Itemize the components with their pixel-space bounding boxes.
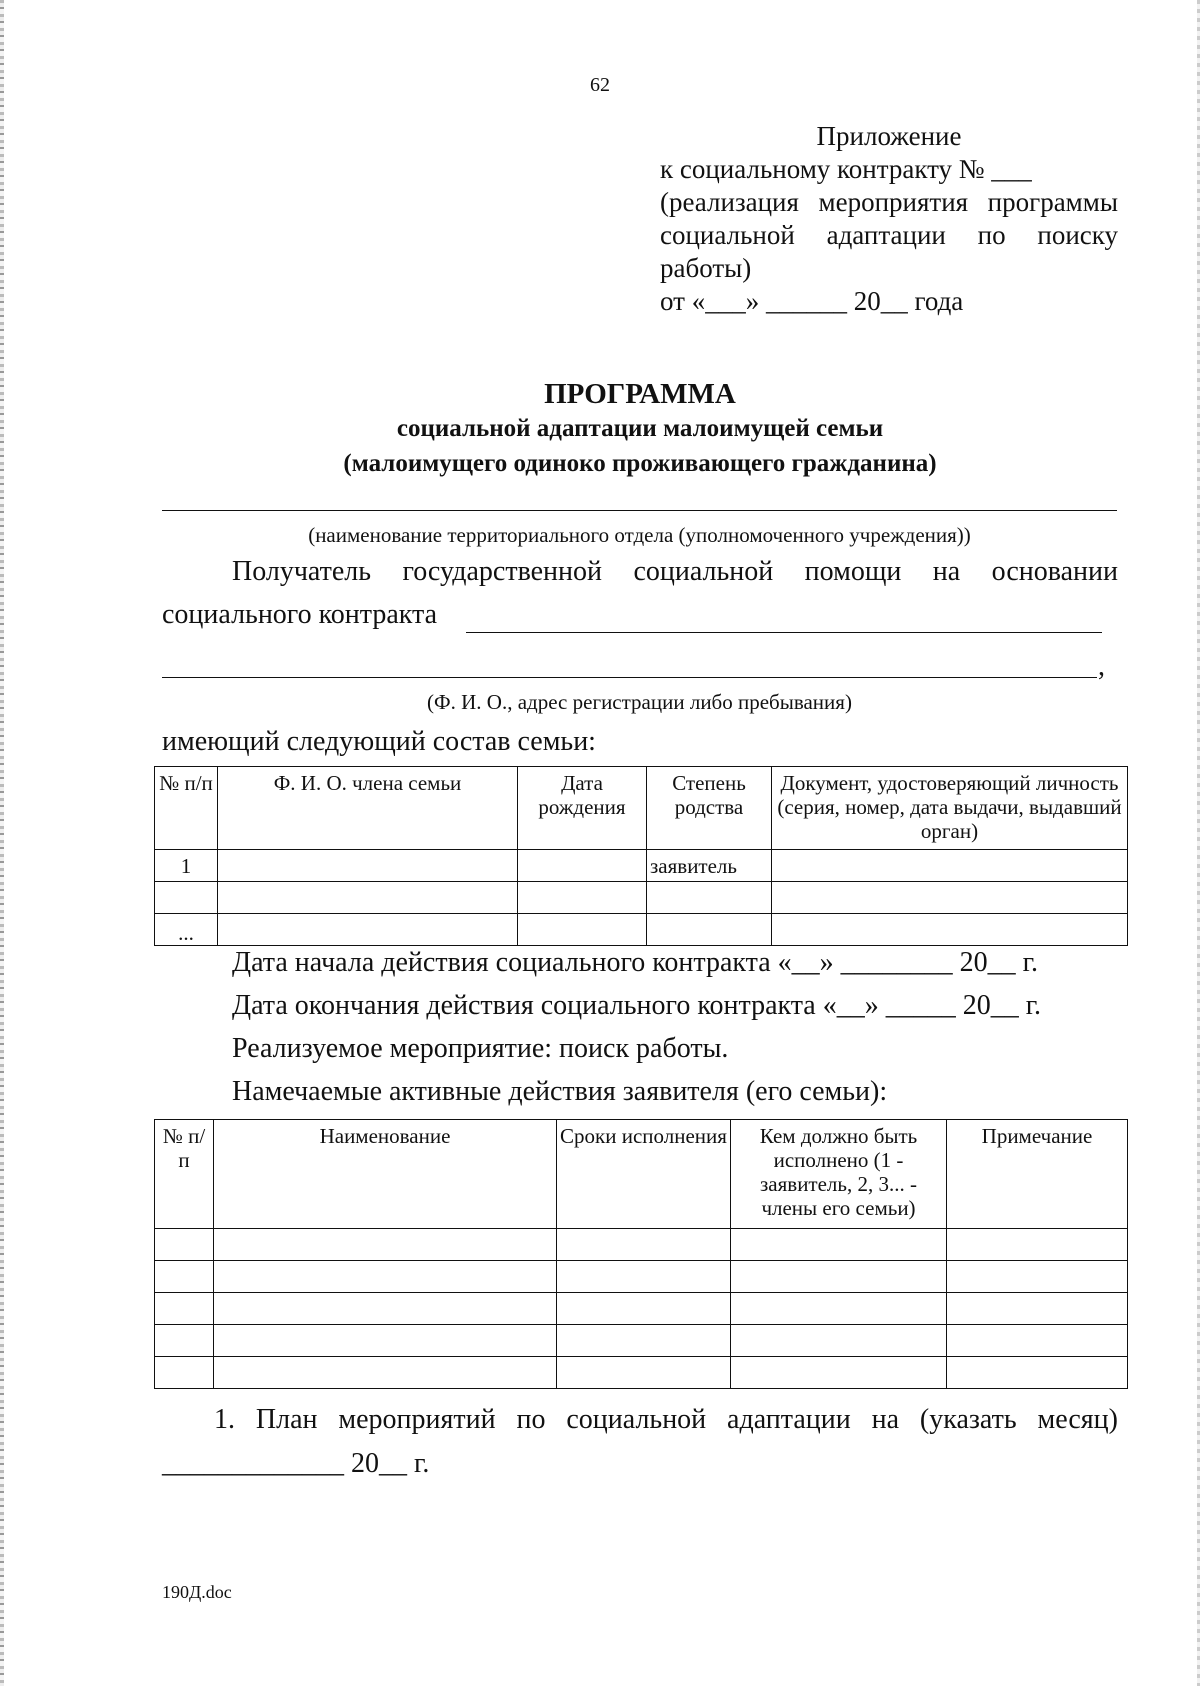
program-subtitle-1: социальной адаптации малоимущей семьи: [396, 415, 884, 442]
family-row-relation: [647, 882, 772, 914]
footer-filename: 190Д.doc: [162, 1582, 232, 1602]
family-row-num: ...: [155, 914, 218, 946]
family-header-dob: Дата рождения: [518, 767, 647, 850]
actions-header-terms: Сроки исполнения: [557, 1120, 731, 1229]
table-row: [155, 1325, 1128, 1357]
org-name-line: [162, 510, 1117, 511]
family-header-num: № п/п: [155, 767, 218, 850]
contract-activity: Реализуемое мероприятие: поиск работы.: [232, 1033, 729, 1064]
family-header-document: Документ, удостоверяющий личность (серия, номер, дата выдачи, выдавший орган): [772, 767, 1128, 850]
family-table-header: [155, 767, 1128, 850]
plan-line-2: _____________ 20__ г.: [162, 1448, 430, 1479]
family-row-fio: [218, 882, 518, 914]
family-row-num: 1: [155, 850, 218, 882]
actions-table-header: [155, 1120, 1128, 1229]
table-row: [155, 882, 1128, 914]
program-title: ПРОГРАММА: [544, 378, 736, 410]
appendix-line-3: (реализация мероприятия программы: [660, 187, 1118, 217]
table-row: [155, 1357, 1128, 1389]
family-table: [154, 766, 1128, 946]
contract-end-date: Дата окончания действия социального контракта «__» _____ 20__ г.: [232, 990, 1042, 1021]
appendix-line-2: к социальному контракту № ___: [660, 154, 1032, 184]
appendix-line-6: от «___» ______ 20__ года: [660, 286, 964, 316]
recipient-caption: (Ф. И. О., адрес регистрации либо пребывания): [427, 690, 852, 714]
actions-header-note: Примечание: [947, 1120, 1128, 1229]
table-row: [155, 1293, 1128, 1325]
family-intro: имеющий следующий состав семьи:: [162, 726, 596, 757]
family-header-fio: Ф. И. О. члена семьи: [218, 767, 518, 850]
appendix-line-1: Приложение: [816, 121, 962, 151]
table-row: [155, 1229, 1128, 1261]
actions-header-num: № п/п: [155, 1120, 214, 1229]
recipient-line-1: Получатель государственной социальной помощи на основании: [232, 556, 1118, 587]
recipient-line-2: социального контракта: [162, 599, 437, 630]
family-row-relation: [647, 914, 772, 946]
table-row: [155, 850, 1128, 882]
appendix-line-4: социальной адаптации по поиску: [660, 220, 1118, 250]
appendix-line-5: работы): [660, 253, 752, 283]
family-row-dob: [518, 850, 647, 882]
family-row-fio: [218, 914, 518, 946]
program-subtitle-2: (малоимущего одиноко проживающего гражданина): [343, 450, 937, 477]
family-row-document: [772, 914, 1128, 946]
family-row-fio: [218, 850, 518, 882]
actions-table: [154, 1119, 1128, 1389]
family-row-dob: [518, 882, 647, 914]
family-header-relation: Степень родства: [647, 767, 772, 850]
org-caption: (наименование территориального отдела (уполномоченного учреждения)): [308, 523, 971, 547]
table-row: [155, 914, 1128, 946]
recipient-fill-line-2: [162, 677, 1097, 678]
family-row-dob: [518, 914, 647, 946]
family-row-num: [155, 882, 218, 914]
family-row-document: [772, 850, 1128, 882]
page-number: 62: [590, 74, 610, 96]
scan-left-edge: [0, 0, 4, 1686]
family-row-relation: заявитель: [647, 850, 772, 882]
contract-start-date: Дата начала действия социального контракта «__» ________ 20__ г.: [232, 947, 1038, 978]
family-row-document: [772, 882, 1128, 914]
plan-line-1: 1. План мероприятий по социальной адаптации на (указать месяц): [214, 1404, 1118, 1435]
table-row: [155, 1261, 1128, 1293]
actions-intro: Намечаемые активные действия заявителя (его семьи):: [232, 1076, 888, 1107]
recipient-comma: ,: [1098, 651, 1105, 682]
actions-header-who: Кем должно быть исполнено (1 - заявитель, 2, 3... - члены его семьи): [731, 1120, 947, 1229]
actions-header-name: Наименование: [214, 1120, 557, 1229]
recipient-fill-line-1: [466, 632, 1102, 633]
appendix-header: [660, 120, 1118, 318]
